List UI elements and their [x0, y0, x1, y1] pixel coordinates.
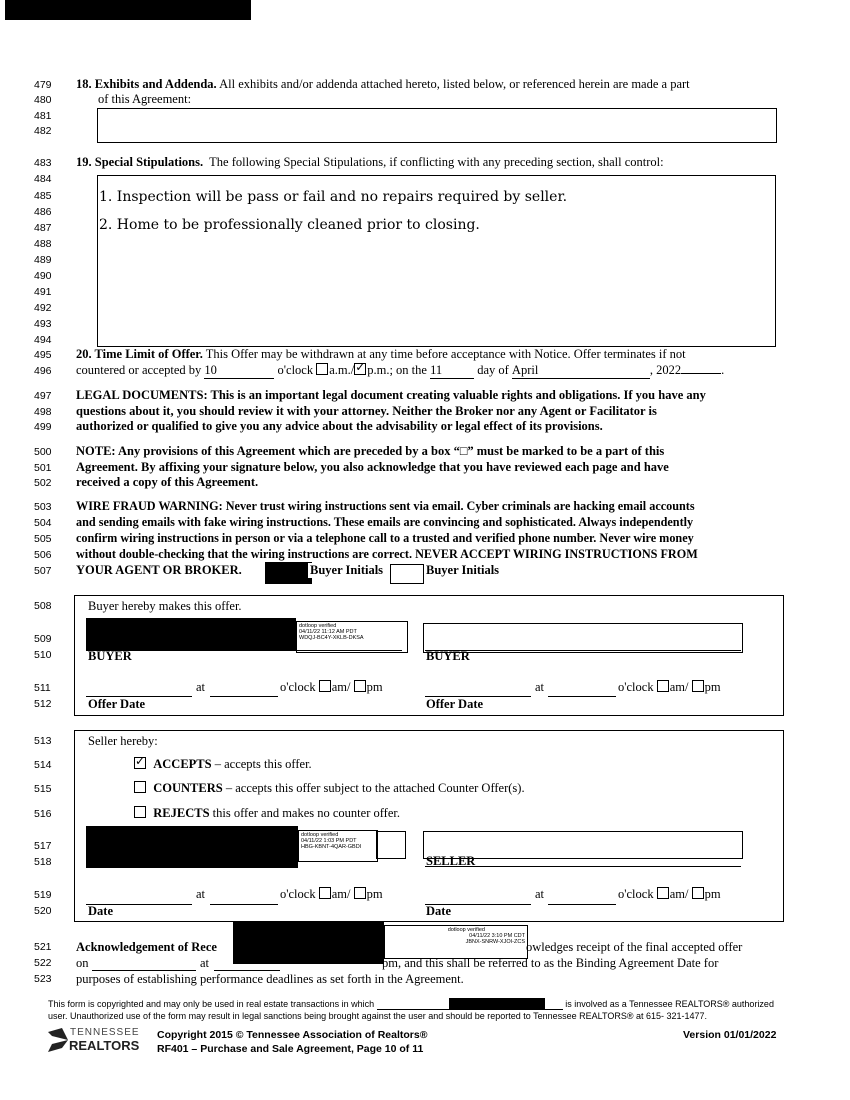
- line-number: 507: [34, 565, 52, 577]
- line-number: 494: [34, 334, 52, 346]
- rejects-checkbox[interactable]: [134, 806, 146, 818]
- am-label: am/: [331, 887, 351, 901]
- header-redaction: [5, 0, 251, 20]
- line-number: 520: [34, 905, 52, 917]
- pm-checkbox[interactable]: [354, 680, 366, 692]
- section-18-line2: of this Agreement:: [98, 92, 192, 106]
- at-label: at: [196, 887, 206, 901]
- line-number: 503: [34, 501, 52, 513]
- line-number: 505: [34, 533, 52, 545]
- line-number: 510: [34, 649, 52, 661]
- line-number: 512: [34, 698, 52, 710]
- offer-date-label-1: Offer Date: [88, 697, 146, 711]
- ack-heading: Acknowledgement of Rece: [76, 940, 217, 954]
- copyright-text-b: is involved as a Tennessee REALTORS® authorized: [565, 999, 774, 1009]
- dotloop-stamp-line: HBG-KBNT-4QAR-GBDI: [301, 844, 362, 850]
- am-checkbox[interactable]: [316, 363, 328, 375]
- buyer-ampm-2: [618, 680, 721, 695]
- line-number: 498: [34, 406, 52, 418]
- section-19-heading: 19. Special Stipulations.: [76, 155, 204, 169]
- pm-label: p.m.; on the: [367, 363, 427, 377]
- dotloop-stamp-line: JBNX-SNRW-XJOI-ZCS: [465, 939, 525, 945]
- line-number: 490: [34, 270, 52, 282]
- tennessee-realtors-logo: [48, 1026, 140, 1054]
- counters-option: [134, 781, 525, 796]
- exhibits-input-box[interactable]: [97, 108, 777, 143]
- seller-time-line-1[interactable]: [210, 904, 278, 905]
- pm-checkbox[interactable]: [354, 363, 366, 375]
- stipulation-item-1: 1. Inspection will be pass or fail and no repairs required by seller.: [99, 189, 568, 205]
- accepts-label: ACCEPTS: [153, 757, 212, 771]
- year-suffix-field[interactable]: [681, 373, 721, 374]
- buyer-label-2: BUYER: [426, 649, 470, 663]
- ack-text-3: purposes of establishing performance deadlines as set forth in the Agreement.: [76, 972, 464, 986]
- line-number: 499: [34, 421, 52, 433]
- seller-signature-redaction: [86, 826, 298, 868]
- accepts-text: – accepts this offer.: [211, 757, 312, 771]
- line-number: 501: [34, 462, 52, 474]
- legal-line1: LEGAL DOCUMENTS: This is an important legal document creating valuable rights and obligations. If you have any: [76, 388, 706, 402]
- line-number: 492: [34, 302, 52, 314]
- at-label: at: [535, 887, 545, 901]
- line-number: 495: [34, 349, 52, 361]
- line-number: 502: [34, 477, 52, 489]
- copyright-notice-1: [48, 999, 774, 1010]
- ack-date-line[interactable]: [92, 970, 196, 971]
- offer-day-field[interactable]: 11: [430, 363, 474, 379]
- am-label: a.m./: [329, 363, 355, 377]
- at-label: at: [535, 680, 545, 694]
- pm-checkbox[interactable]: [692, 680, 704, 692]
- counters-label: COUNTERS: [153, 781, 223, 795]
- accepts-option: [134, 757, 312, 772]
- copyright-notice-2: user. Unauthorized use of the form may result in legal sanctions being brought against the user and should be reported to Tennessee REALTORS® at 615- 321-1477.: [48, 1011, 708, 1021]
- section-19-line1: [76, 155, 664, 170]
- dotloop-stamp-line: dotloop verified: [301, 832, 339, 838]
- am-checkbox[interactable]: [319, 680, 331, 692]
- countered-label: countered or accepted by: [76, 363, 202, 377]
- am-checkbox[interactable]: [657, 887, 669, 899]
- am-checkbox[interactable]: [319, 887, 331, 899]
- line-number: 482: [34, 125, 52, 137]
- oclock-label: o'clock: [618, 887, 654, 901]
- line-number: 523: [34, 973, 52, 985]
- broker-redaction: [449, 998, 545, 1009]
- wire-line1: WIRE FRAUD WARNING: Never trust wiring instructions sent via email. Cyber criminals are hacking email accounts: [76, 499, 695, 513]
- ack-time-line[interactable]: [214, 970, 280, 971]
- line-number: 522: [34, 957, 52, 969]
- day-of-label: day of: [477, 363, 509, 377]
- am-label: am/: [331, 680, 351, 694]
- rejects-label: REJECTS: [153, 806, 210, 820]
- pm-label: pm: [704, 887, 721, 901]
- note-line2: Agreement. By affixing your signature below, you also acknowledge that you have reviewed each page and have: [76, 460, 669, 474]
- stipulation-item-2: 2. Home to be professionally cleaned prior to closing.: [99, 217, 480, 233]
- line-number: 486: [34, 206, 52, 218]
- year-label: , 2022: [649, 363, 682, 377]
- buyer-initials-box-2[interactable]: [390, 564, 424, 584]
- section-20-heading: 20. Time Limit of Offer.: [76, 347, 203, 361]
- line-number: 514: [34, 759, 52, 771]
- buyer-ampm-1: [280, 680, 383, 695]
- note-line3: received a copy of this Agreement.: [76, 475, 259, 489]
- legal-line3: authorized or qualified to give you any advice about the advisability or legal effect of its provisions.: [76, 419, 603, 433]
- period: .: [721, 363, 725, 377]
- line-number: 487: [34, 222, 52, 234]
- seller-label: SELLER: [426, 854, 476, 868]
- line-number: 483: [34, 157, 52, 169]
- dotloop-stamp-seller: [298, 830, 378, 862]
- line-number: 516: [34, 808, 52, 820]
- wire-line3: confirm wiring instructions in person or via a telephone call to a trusted and verified phone number. Never wire money: [76, 531, 694, 545]
- rejects-text: this offer and makes no counter offer.: [212, 806, 400, 820]
- rejects-option: [134, 806, 400, 821]
- logo-text-top: TENNESSEE: [70, 1027, 140, 1038]
- seller-intro: Seller hereby:: [88, 734, 158, 748]
- realtors-arrow-icon: [48, 1028, 68, 1052]
- line-number: 508: [34, 600, 52, 612]
- seller-ampm-1: [280, 887, 383, 902]
- line-number: 493: [34, 318, 52, 330]
- seller-ampm-2: [618, 887, 721, 902]
- wire-line2: and sending emails with fake wiring instructions. These emails are convincing and sophisticated. Always independently: [76, 515, 694, 529]
- section-20-line1: [76, 347, 686, 362]
- line-number: 506: [34, 549, 52, 561]
- accepts-checkbox[interactable]: [134, 757, 146, 769]
- line-number: 504: [34, 517, 52, 529]
- footer-version: Version 01/01/2022: [683, 1029, 777, 1041]
- buyer-initials-label-1: Buyer Initials: [310, 563, 384, 577]
- seller-time-line-2[interactable]: [548, 904, 616, 905]
- oclock-label: o'clock: [618, 680, 654, 694]
- line-number: 511: [34, 682, 51, 694]
- line-number: 488: [34, 238, 52, 250]
- oclock-label: o'clock: [280, 887, 316, 901]
- buyer-signature-line-1: [86, 650, 402, 651]
- section-18-text: All exhibits and/or addenda attached hereto, listed below, or referenced herein are made a part: [219, 77, 690, 91]
- dotloop-stamp-line: dotloop verified: [299, 623, 337, 629]
- seller-date-label-2: Date: [426, 904, 451, 918]
- pm-checkbox[interactable]: [692, 887, 704, 899]
- offer-time-line-2[interactable]: [548, 696, 616, 697]
- offer-time-line-1[interactable]: [210, 696, 278, 697]
- section-19-text: The following Special Stipulations, if conflicting with any preceding section, shall control:: [209, 155, 664, 169]
- section-18-line1: [76, 77, 690, 92]
- section-20-line2: [76, 363, 724, 379]
- note-line1: NOTE: Any provisions of this Agreement which are preceded by a box “□” must be marked to be a part of this: [76, 444, 665, 458]
- line-number: 484: [34, 173, 52, 185]
- line-number: 521: [34, 941, 52, 953]
- buyer-label-1: BUYER: [88, 649, 132, 663]
- seller-date-label-1: Date: [88, 904, 113, 918]
- dotloop-stamp-line: 04/11/22 11:12 AM PDT: [299, 629, 357, 635]
- counters-text: – accepts this offer subject to the attached Counter Offer(s).: [222, 781, 525, 795]
- oclock-label: o'clock: [277, 363, 314, 377]
- wire-line5: YOUR AGENT OR BROKER.: [76, 563, 242, 577]
- offer-month-field[interactable]: April: [512, 363, 650, 379]
- oclock-label: o'clock: [280, 680, 316, 694]
- buyer-initials-label-2: Buyer Initials: [426, 563, 500, 577]
- section-20-text: This Offer may be withdrawn at any time before acceptance with Notice. Offer terminates if not: [205, 347, 686, 361]
- line-number: 489: [34, 254, 52, 266]
- at-label: at: [196, 680, 206, 694]
- line-number: 517: [34, 840, 52, 852]
- ack-redaction: [233, 922, 384, 964]
- offer-hour-field[interactable]: 10: [204, 363, 274, 379]
- dotloop-stamp-ack: [384, 925, 528, 959]
- line-number: 497: [34, 390, 52, 402]
- line-number: 500: [34, 446, 52, 458]
- line-number: 485: [34, 190, 52, 202]
- pm-label: pm: [366, 887, 383, 901]
- pm-checkbox[interactable]: [354, 887, 366, 899]
- dotloop-stamp-line: 04/11/22 3:10 PM CDT: [469, 933, 525, 939]
- offer-date-label-2: Offer Date: [426, 697, 484, 711]
- line-number: 518: [34, 856, 52, 868]
- buyer-signature-redaction: [86, 618, 296, 651]
- ack-text-2: pm, and this shall be referred to as the Binding Agreement Date for: [382, 956, 719, 970]
- dotloop-stamp-line: WDQJ-BC4Y-XKLB-DKSA: [299, 635, 364, 641]
- section-18-heading: 18. Exhibits and Addenda.: [76, 77, 217, 91]
- dotloop-stamp-buyer: [296, 621, 408, 653]
- line-number: 480: [34, 94, 52, 106]
- pm-label: pm: [366, 680, 383, 694]
- initials-redaction: [265, 562, 312, 584]
- buyer-signature-box-2[interactable]: [423, 623, 743, 653]
- line-number: 513: [34, 735, 52, 747]
- line-number: 509: [34, 633, 52, 645]
- line-number: 496: [34, 365, 52, 377]
- footer-copyright: Copyright 2015 © Tennessee Association of Realtors®: [157, 1029, 428, 1041]
- line-number: 519: [34, 889, 52, 901]
- am-checkbox[interactable]: [657, 680, 669, 692]
- at-label: at: [200, 956, 210, 970]
- ack-text-1: owledges receipt of the final accepted offer: [526, 940, 743, 954]
- ack-line2-on: on: [76, 956, 89, 970]
- line-number: 479: [34, 79, 52, 91]
- am-label: am/: [669, 680, 689, 694]
- dotloop-stamp-line: 04/11/22 1:03 PM PDT: [301, 838, 357, 844]
- am-label: am/: [669, 887, 689, 901]
- broker-name-field: [377, 999, 563, 1010]
- logo-text-bottom: REALTORS: [69, 1038, 140, 1053]
- line-number: 481: [34, 110, 52, 122]
- buyer-signature-line-2: [425, 650, 741, 651]
- buyer-intro: Buyer hereby makes this offer.: [88, 599, 242, 613]
- line-number: 515: [34, 783, 52, 795]
- footer-form-id: RF401 – Purchase and Sale Agreement, Page 10 of 11: [157, 1043, 424, 1055]
- seller-initials-box[interactable]: [376, 831, 406, 859]
- wire-line4: without double-checking that the wiring instructions are correct. NEVER ACCEPT WIRING INSTRUCTIONS FROM: [76, 547, 698, 561]
- counters-checkbox[interactable]: [134, 781, 146, 793]
- dotloop-stamp-line: dotloop verified: [447, 927, 485, 933]
- pm-label: pm: [704, 680, 721, 694]
- legal-line2: questions about it, you should review it with your attorney. Neither the Broker nor any Agent or Facilitator is: [76, 404, 657, 418]
- line-number: 491: [34, 286, 52, 298]
- copyright-text-a: This form is copyrighted and may only be used in real estate transactions in which: [48, 999, 375, 1009]
